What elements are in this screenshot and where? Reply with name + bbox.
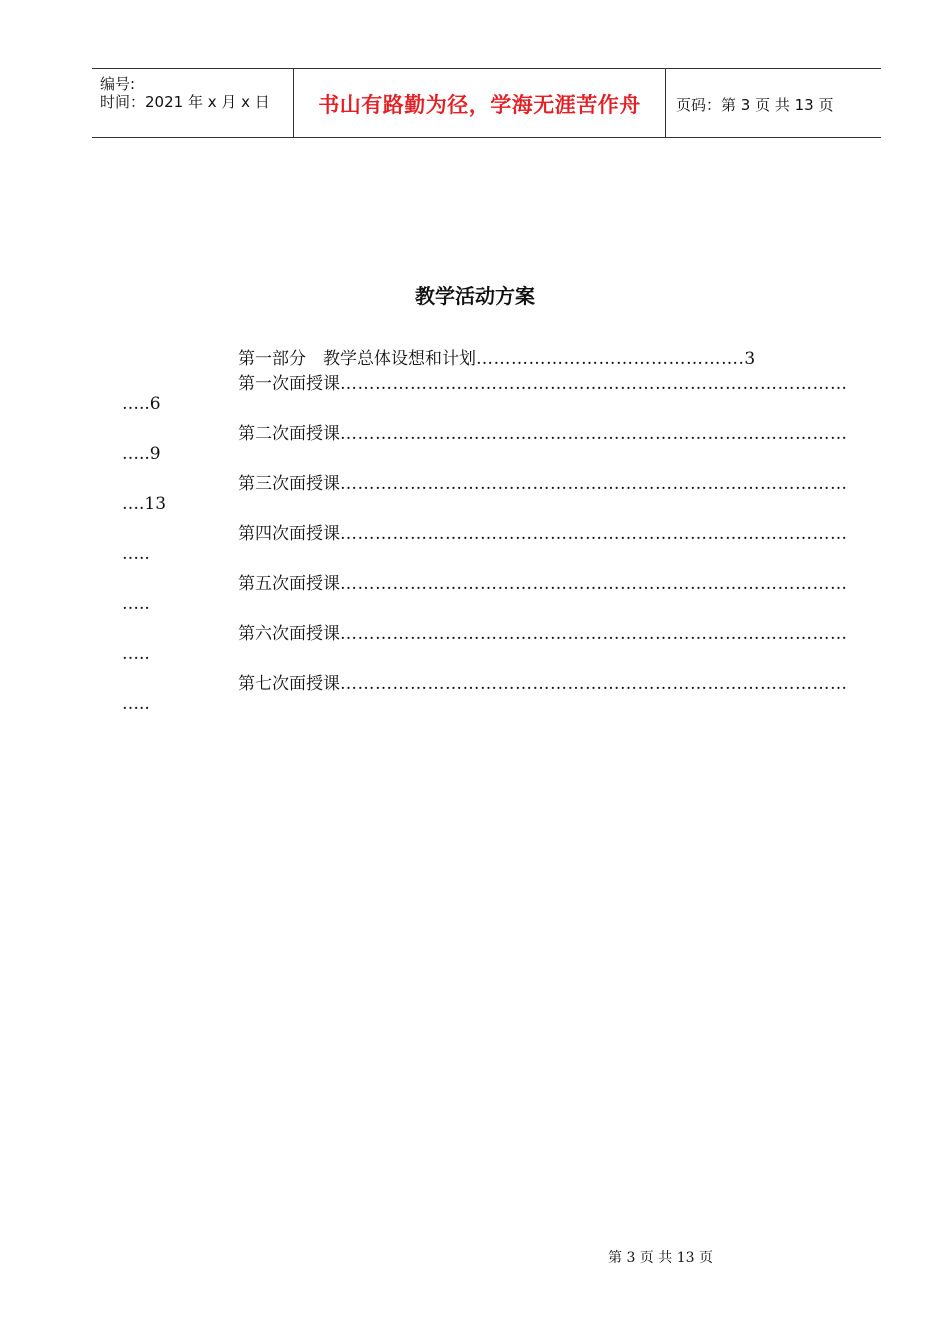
toc-entry-lesson-4 bbox=[238, 519, 850, 544]
toc-entry-label: 第三次面授课 bbox=[238, 474, 340, 494]
toc-entry-lesson-5 bbox=[238, 569, 850, 594]
toc-leader: …………………………………………………………………………… bbox=[340, 374, 848, 394]
header-page-cell bbox=[666, 69, 881, 137]
toc-leader: …………………………………………………………………………… bbox=[340, 524, 848, 544]
page-footer: 第 3 页 共 13 页 bbox=[608, 1250, 713, 1266]
toc-entry-label: 第一次面授课 bbox=[238, 374, 340, 394]
time-label: 时间：2021 年 x 月 x 日 bbox=[100, 93, 270, 111]
toc-leader: ……………………………………….3 bbox=[476, 349, 756, 369]
toc-entry-lesson-3 bbox=[238, 469, 850, 494]
toc-entry-lesson-2 bbox=[238, 419, 850, 444]
toc-page-ref: ….. bbox=[122, 644, 150, 664]
toc-page-ref: ….. bbox=[122, 544, 150, 564]
page-header bbox=[92, 68, 881, 138]
toc-entry-lesson-6 bbox=[238, 619, 850, 644]
toc-entry-label: 第五次面授课 bbox=[238, 574, 340, 594]
toc-page-ref: …..6 bbox=[122, 394, 161, 414]
toc-leader: …………………………………………………………………………… bbox=[340, 624, 848, 644]
header-info-cell bbox=[92, 69, 293, 137]
toc-leader: …………………………………………………………………………… bbox=[340, 424, 848, 444]
toc-page-ref: ….. bbox=[122, 694, 150, 714]
toc-entry-label: 第一部分 教学总体设想和计划 bbox=[238, 349, 476, 369]
toc-entry-label: 第六次面授课 bbox=[238, 624, 340, 644]
toc-leader: …………………………………………………………………………… bbox=[340, 474, 848, 494]
toc-page-ref: ….. bbox=[122, 594, 150, 614]
toc-page-ref: ….13 bbox=[122, 494, 167, 514]
toc-page-ref: …..9 bbox=[122, 444, 161, 464]
toc-entry-label: 第二次面授课 bbox=[238, 424, 340, 444]
header-motto-cell bbox=[293, 69, 666, 137]
toc-entry-part-one bbox=[238, 344, 798, 369]
toc-entry-lesson-1 bbox=[238, 369, 850, 394]
motto-text: 书山有路勤为径，学海无涯苦作舟 bbox=[318, 93, 641, 117]
toc-leader: …………………………………………………………………………… bbox=[340, 574, 848, 594]
toc-entry-label: 第七次面授课 bbox=[238, 674, 340, 694]
toc-leader: …………………………………………………………………………… bbox=[340, 674, 848, 694]
number-label: 编号: bbox=[100, 75, 136, 93]
toc-entry-lesson-7 bbox=[238, 669, 850, 694]
document-title: 教学活动方案 bbox=[415, 284, 535, 308]
toc-entry-label: 第四次面授课 bbox=[238, 524, 340, 544]
page-label: 页码：第 3 页 共 13 页 bbox=[676, 96, 834, 114]
